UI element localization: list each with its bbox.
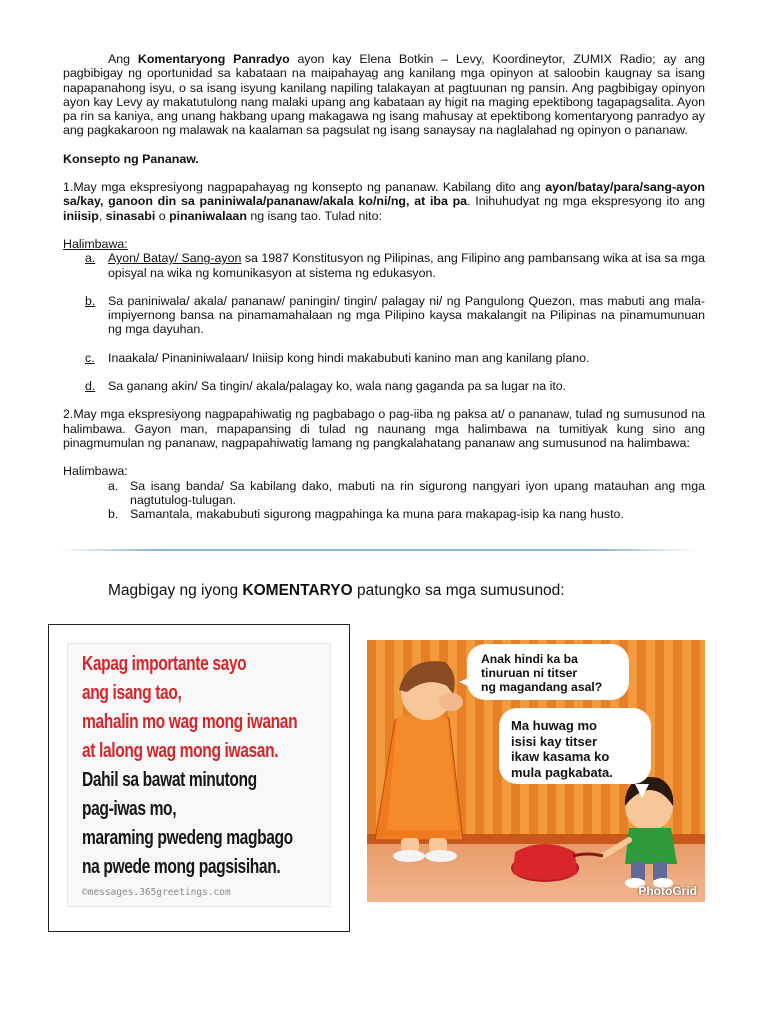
- quote-text: [82, 650, 298, 882]
- prompt-text: patungko sa mga sumusunod:: [352, 582, 565, 599]
- example-b: [63, 294, 705, 337]
- mother-figure: [375, 661, 463, 862]
- photogrid-watermark: PhotoGrid: [638, 884, 697, 898]
- item-1-bold: sinasabi: [105, 208, 156, 223]
- item-1-bold: ayon/batay/para/sang-ayon sa/kay, ganoon din sa paniniwala/pananaw/akala ko/ni/ng, at iba pa: [63, 180, 705, 209]
- list-label: b.: [85, 293, 96, 308]
- speech-bubble-mother: [467, 644, 629, 700]
- intro-text: ayon kay Elena Botkin – Levy, Koordineytor, ZUMIX Radio; ay ang pagbibigay ng oportunidad sa kabataan na maipahayag ang kanilang mga opinyon at saloobin kaugnay sa isang napapanahong isyu, o sa isang isyung kanilang napiling talakayan at pagtuunan ng pansin. Ang pagbibigay opinyon ayon kay Levy ay makatutulong nang malaki upang ang kabataan ay higit na maging epektibong tagapagsalita. Ayon pa rin sa kaniya, ang unang hakbang upang makagawa ng isang mahusay at epektibong komentaryong panradyo ay ang pagkakaroon ng malawak na kaalaman sa pagsulat ng isang sanaysay na naglalahad ng opinyon o pananaw.: [63, 52, 705, 138]
- bubble-line: mula pagkabata.: [511, 764, 613, 780]
- quote-image: [48, 624, 350, 932]
- example2-a: [63, 479, 705, 508]
- bubble-line: tinuruan ni titser: [481, 666, 578, 680]
- example-text: Sa paniniwala/ akala/ pananaw/ paningin/ tingin/ palagay ni/ ng Pangulong Quezon, mas mabuti ang mala-impiyernong bansa na pinamamahalaan ng mga Pilipino kaysa makalangit na Pilipinas na pinamumunuan ng mga dayuhan.: [108, 293, 705, 337]
- example2-b: [63, 507, 705, 521]
- speech-bubble-child: [499, 708, 651, 784]
- bubble-line: isisi kay titser: [511, 733, 597, 749]
- example-text: sa 1987 Konstitusyon ng Pilipinas, ang Filipino ang pambansang wika at isa sa mga opisyal na wika ng komunikasyon at sistema ng edukasyon.: [108, 251, 706, 280]
- example-text: Samantala, makabubuti sigurong magpahinga ka muna para makapag-isip ka nang husto.: [130, 507, 624, 522]
- quote-line: mahalin mo wag mong iwanan: [82, 711, 298, 733]
- quote-line: ang isang tao,: [82, 682, 182, 704]
- quote-card: [67, 643, 331, 907]
- quote-line: na pwede mong pagsisihan.: [82, 856, 281, 878]
- bubble-line: ikaw kasama ko: [511, 749, 610, 764]
- item-1-bold: iniisip: [63, 208, 99, 223]
- item-1-text: ng isang tao. Tulad nito:: [246, 208, 382, 223]
- bubble-line: ng magandang asal?: [481, 680, 603, 694]
- list-label: b.: [108, 507, 119, 522]
- document-body: [63, 52, 705, 521]
- comic-image: [367, 640, 705, 902]
- quote-line: maraming pwedeng magbago: [82, 827, 293, 849]
- instruction-prompt: [108, 582, 565, 600]
- quote-line: at lalong wag mong iwasan.: [82, 740, 279, 762]
- example-heading: Halimbawa:: [63, 236, 128, 251]
- example-text: Inaakala/ Pinaniniwalaan/ Iniisip kong hindi makabubuti kanino man ang kanilang plano.: [108, 350, 590, 365]
- bubble-tail: [635, 784, 649, 798]
- prompt-text: Magbigay ng iyong: [108, 582, 243, 599]
- example-text: Sa isang banda/ Sa kabilang dako, mabuti na rin sigurong nangyari iyon upang matauhan ang mga nagtutulog-tulugan.: [130, 478, 705, 507]
- item-1-paragraph: [63, 180, 705, 223]
- intro-paragraph: [63, 52, 705, 138]
- quote-line: pag-iwas mo,: [82, 798, 177, 820]
- item-1-text: 1.May mga ekspresiyong nagpapahayag ng konsepto ng pananaw. Kabilang dito ang: [63, 180, 546, 195]
- prompt-bold: KOMENTARYO: [242, 582, 353, 599]
- item-1-text: o: [155, 208, 170, 223]
- item-1-text: . Inihuhudyat ng mga ekspresyong ito ang: [467, 194, 705, 209]
- intro-text: Ang: [108, 52, 138, 66]
- example-text: Sa ganang akin/ Sa tingin/ akala/palagay ko, wala nang gaganda pa sa lugar na ito.: [108, 379, 567, 394]
- example-a: [63, 251, 705, 280]
- bubble-line: Ma huwag mo: [511, 718, 597, 733]
- bubble-line: Anak hindi ka ba: [481, 652, 578, 666]
- example-c: [63, 351, 705, 365]
- section-heading: Konsepto ng Pananaw.: [63, 151, 199, 166]
- quote-line: Kapag importante sayo: [82, 653, 247, 675]
- list-label: c.: [85, 350, 95, 365]
- quote-watermark: ©messages.365greetings.com: [82, 887, 231, 898]
- intro-bold-term: Komentaryong Panradyo: [137, 52, 290, 66]
- example-d: [63, 379, 705, 393]
- school-bag: [511, 844, 603, 882]
- item-2-paragraph: 2.May mga ekspresiyong nagpapahiwatig ng pagbabago o pag-iiba ng paksa at/ o pananaw, tulad ng sumusunod na halimbawa. Gayon man, mapapansing di tulad ng naunang mga halimbawa na tumitiyak kung sino ang pinagmumulan ng pananaw, nagpapahiwatig lamang ng pangkalahatang pananaw ang sumusunod na halimbawa:: [63, 407, 705, 450]
- list-label: d.: [85, 379, 96, 394]
- example-heading-2: Halimbawa:: [63, 464, 128, 479]
- list-label: a.: [108, 478, 119, 493]
- quote-line: Dahil sa bawat minutong: [82, 769, 257, 791]
- section-divider: [57, 549, 697, 551]
- list-label: a.: [85, 251, 96, 266]
- underlined-phrase: Ayon/ Batay/ Sang-ayon: [108, 251, 242, 266]
- item-1-bold: pinaniwalaan: [169, 208, 247, 223]
- item-1-text: ,: [98, 208, 106, 223]
